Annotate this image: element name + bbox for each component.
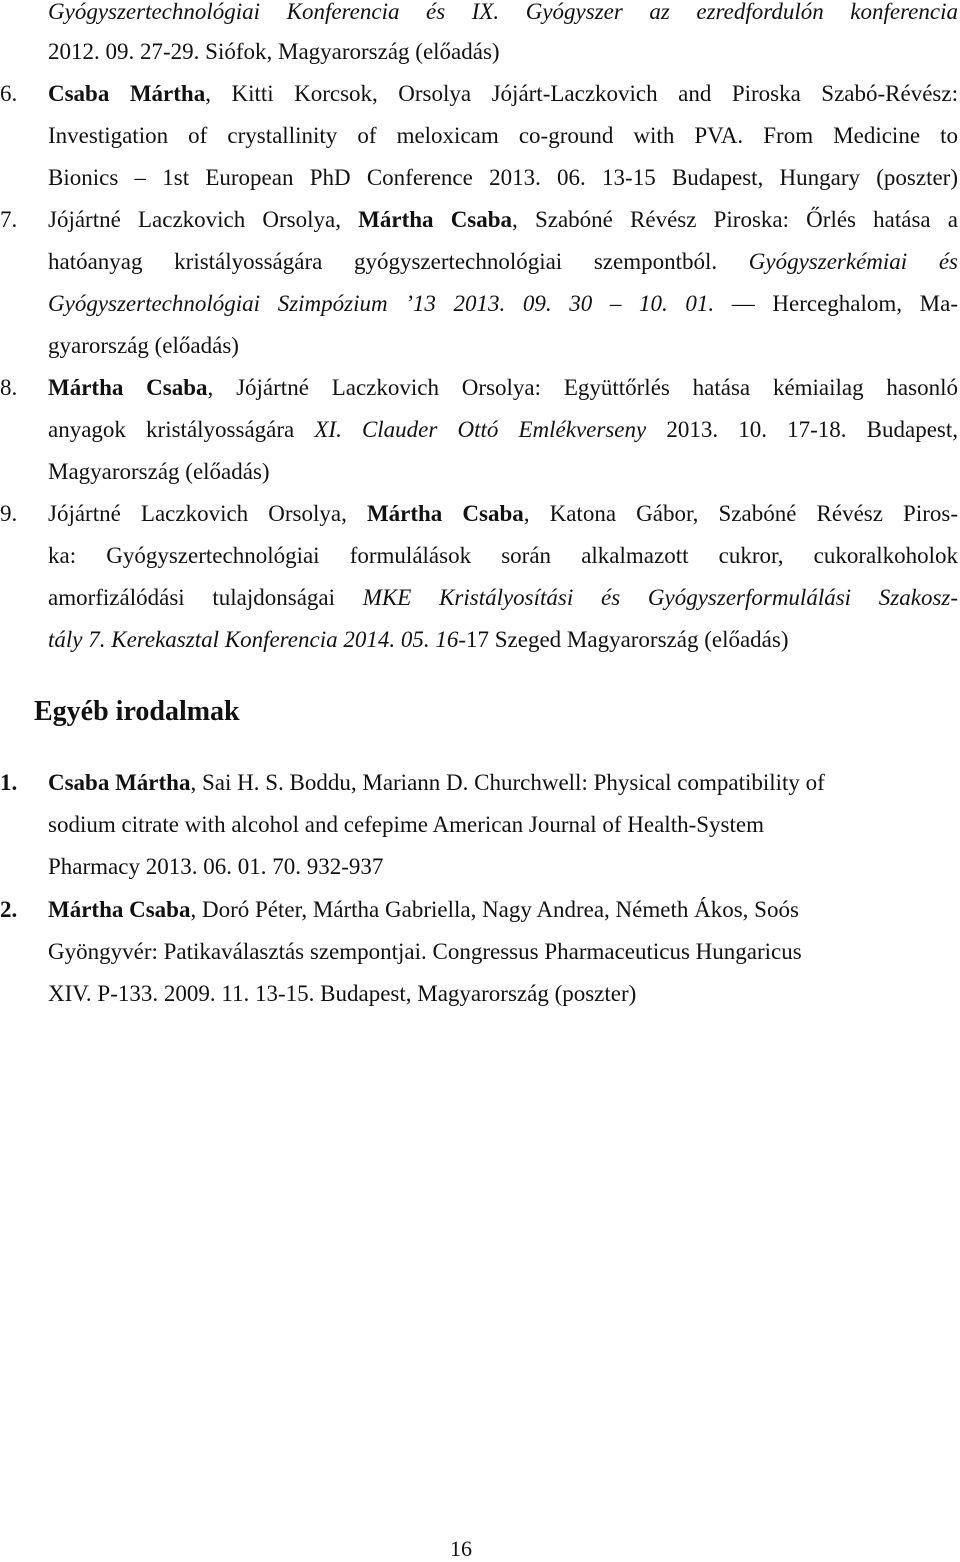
continued-line-2 [48, 37, 958, 67]
item9-line-3 [48, 583, 958, 613]
text: Gyógyszertechnológiai Konferencia és IX. Gyógyszer az ezredfordulón konferencia [48, 0, 958, 24]
italic-text: MKE Kristályosítási és Gyógyszerformulálási Szakosz- [362, 585, 958, 610]
text: anyagok kristályosságára [48, 417, 315, 442]
item7-line-4 [48, 331, 958, 361]
bold-author: Csaba Mártha [48, 770, 191, 795]
other1-line-2 [48, 810, 958, 840]
text: Jójártné Laczkovich Orsolya, [48, 207, 359, 232]
text: Jójártné Laczkovich Orsolya, [48, 501, 367, 526]
other2-line-3 [48, 979, 958, 1009]
text: , Doró Péter, Mártha Gabriella, Nagy Andrea, Németh Ákos, Soós [190, 897, 799, 922]
text: Bionics – 1st European PhD Conference 2013. 06. 13-15 Budapest, Hungary (poszter) [48, 165, 958, 190]
item-number: 7. [0, 207, 18, 232]
text: , Szabóné Révész Piroska: Őrlés hatása a [512, 207, 958, 232]
item8-line-3 [48, 457, 958, 487]
section-heading: Egyéb irodalmak [34, 696, 240, 727]
text: , Sai H. S. Boddu, Mariann D. Churchwell: Physical compatibility of [190, 770, 825, 795]
item8-line-1 [48, 373, 958, 403]
text: Investigation of crystallinity of meloxicam co-ground with PVA. From Medicine to [48, 123, 958, 148]
other1-line-3 [48, 852, 958, 882]
italic-text: tály 7. Kerekasztal Konferencia 2014. 05. 16 [48, 627, 459, 652]
text: XIV. P-133. 2009. 11. 13-15. Budapest, Magyarország (poszter) [48, 981, 637, 1006]
text: -17 Szeged Magyarország (előadás) [458, 627, 789, 652]
item6-line-2 [48, 121, 958, 151]
text: amorfizálódási tulajdonságai [48, 585, 363, 610]
other2-line-1 [48, 895, 958, 925]
other1-line-1 [48, 768, 958, 798]
text: gyarország (előadás) [48, 333, 239, 358]
item7-line-2 [48, 247, 958, 277]
item7-line-3 [48, 289, 958, 319]
italic-text: Gyógyszertechnológiai Szimpózium ’13 2013. 09. 30 – 10. 01. [48, 291, 715, 316]
item9-line-1 [48, 499, 958, 529]
item6-line-3 [48, 163, 958, 193]
italic-text: Gyógyszerkémiai és [748, 249, 958, 274]
item8-line-2 [48, 415, 958, 445]
item-number: 1. [0, 770, 18, 795]
item-number: 9. [0, 501, 18, 526]
other2-line-2 [48, 937, 958, 967]
bold-author: Csaba Mártha [48, 81, 206, 106]
continued-line-1 [48, 0, 958, 27]
text: Magyarország (előadás) [48, 459, 270, 484]
bold-author: Mártha Csaba [48, 375, 208, 400]
text: — Herceghalom, Ma- [714, 291, 958, 316]
text: 2013. 10. 17-18. Budapest, [646, 417, 958, 442]
text: hatóanyag kristályosságára gyógyszertechnológiai szempontból. [48, 249, 749, 274]
text: , Jójártné Laczkovich Orsolya: Együttőrlés hatása kémiailag hasonló [207, 375, 958, 400]
item6-line-1 [48, 79, 958, 109]
italic-text: XI. Clauder Ottó Emlékverseny [314, 417, 647, 442]
text: Gyöngyvér: Patikaválasztás szempontjai. Congressus Pharmaceuticus Hungaricus [48, 939, 802, 964]
item-number: 6. [0, 81, 18, 106]
text: sodium citrate with alcohol and cefepime American Journal of Health-System [48, 812, 764, 837]
text: ka: Gyógyszertechnológiai formulálások során alkalmazott cukror, cukoralkoholok [48, 543, 958, 568]
item-number: 8. [0, 375, 18, 400]
item7-line-1 [48, 205, 958, 235]
item9-line-4 [48, 625, 958, 655]
bold-author: Mártha Csaba [48, 897, 191, 922]
page-number: 16 [450, 1536, 472, 1561]
item-number: 2. [0, 897, 18, 922]
text: 2012. 09. 27-29. Siófok, Magyarország (előadás) [48, 39, 500, 64]
bold-author: Mártha Csaba [358, 207, 513, 232]
item9-line-2 [48, 541, 958, 571]
text: , Kitti Korcsok, Orsolya Jójárt-Laczkovich and Piroska Szabó-Révész: [205, 81, 958, 106]
bold-author: Mártha Csaba [366, 501, 524, 526]
text: , Katona Gábor, Szabóné Révész Piros- [523, 501, 958, 526]
text: Pharmacy 2013. 06. 01. 70. 932-937 [48, 854, 384, 879]
